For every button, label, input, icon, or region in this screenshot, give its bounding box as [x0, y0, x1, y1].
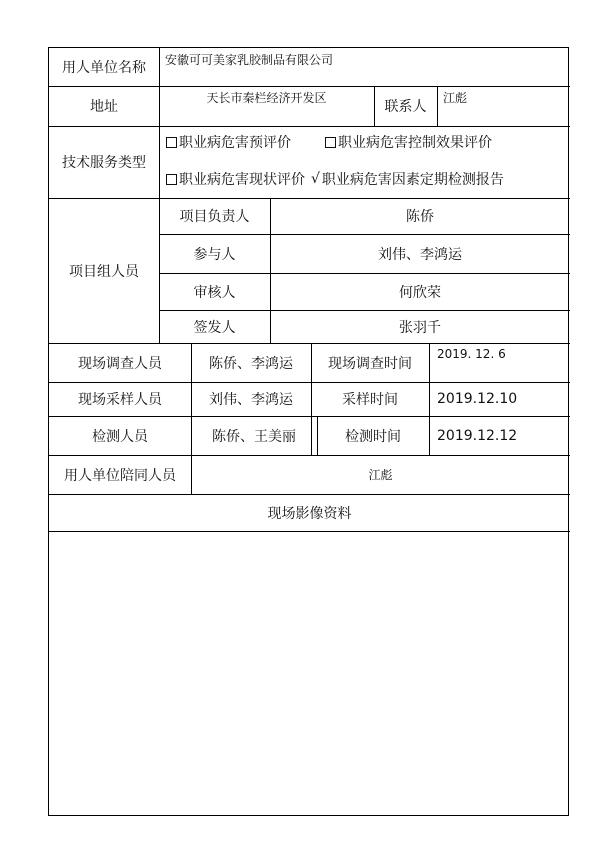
- checkbox-icon[interactable]: [166, 174, 177, 185]
- contact-value: 江彪: [443, 91, 468, 105]
- team-label: 项目组人员: [69, 263, 139, 280]
- service-option[interactable]: [325, 132, 492, 152]
- address-label: 地址: [90, 99, 118, 115]
- record-form: [48, 47, 569, 816]
- service-option-label: 职业病危害预评价: [179, 135, 291, 151]
- testing-time-value: 2019.12.12: [437, 427, 518, 444]
- checkbox-icon[interactable]: [166, 137, 177, 148]
- team-role: 审核人: [193, 284, 236, 301]
- escort-label: 用人单位陪同人员: [64, 467, 176, 484]
- address-value: 天长市秦栏经济开发区: [206, 91, 327, 105]
- survey-staff-label: 现场调查人员: [78, 355, 162, 372]
- testing-staff-label: 检测人员: [92, 428, 148, 445]
- escort-value: 江彪: [368, 468, 393, 482]
- team-name: 刘伟、李鸿运: [378, 246, 462, 263]
- team-role: 参与人: [193, 246, 236, 263]
- team-name: 陈侨: [406, 209, 434, 225]
- sampling-time-label: 采样时间: [342, 392, 398, 408]
- testing-time-label: 检测时间: [345, 428, 401, 445]
- testing-staff-value: 陈侨、王美丽: [212, 428, 296, 445]
- team-role: 签发人: [193, 319, 236, 336]
- contact-label: 联系人: [384, 99, 427, 115]
- unit-name-label: 用人单位名称: [62, 60, 146, 76]
- checkmark-icon[interactable]: √: [311, 171, 320, 187]
- service-option[interactable]: [166, 169, 305, 189]
- survey-time-label: 现场调查时间: [328, 355, 412, 372]
- service-option-label: 职业病危害因素定期检测报告: [321, 172, 504, 188]
- team-name: 何欣荣: [399, 284, 441, 301]
- service-type-label: 技术服务类型: [62, 155, 146, 171]
- service-options-row-1: [166, 132, 506, 152]
- service-option[interactable]: [311, 169, 504, 189]
- photo-section-title: 现场影像资料: [267, 505, 352, 522]
- team-name: 张羽千: [399, 319, 441, 336]
- photo-area: [49, 531, 570, 815]
- survey-staff-value: 陈侨、李鸿运: [209, 355, 293, 372]
- sampling-time-value: 2019.12.10: [437, 391, 518, 407]
- service-option-label: 职业病危害控制效果评价: [338, 135, 492, 151]
- sampling-staff-value: 刘伟、李鸿运: [209, 392, 293, 408]
- service-option-label: 职业病危害现状评价: [179, 172, 305, 188]
- checkbox-icon[interactable]: [325, 137, 336, 148]
- team-role: 项目负责人: [179, 209, 250, 225]
- sampling-staff-label: 现场采样人员: [78, 392, 162, 408]
- service-option[interactable]: [166, 132, 291, 152]
- unit-name-value: 安徽可可美家乳胶制品有限公司: [165, 53, 334, 67]
- service-options-row-2: [166, 169, 504, 189]
- survey-time-value: 2019. 12. 6: [437, 347, 506, 361]
